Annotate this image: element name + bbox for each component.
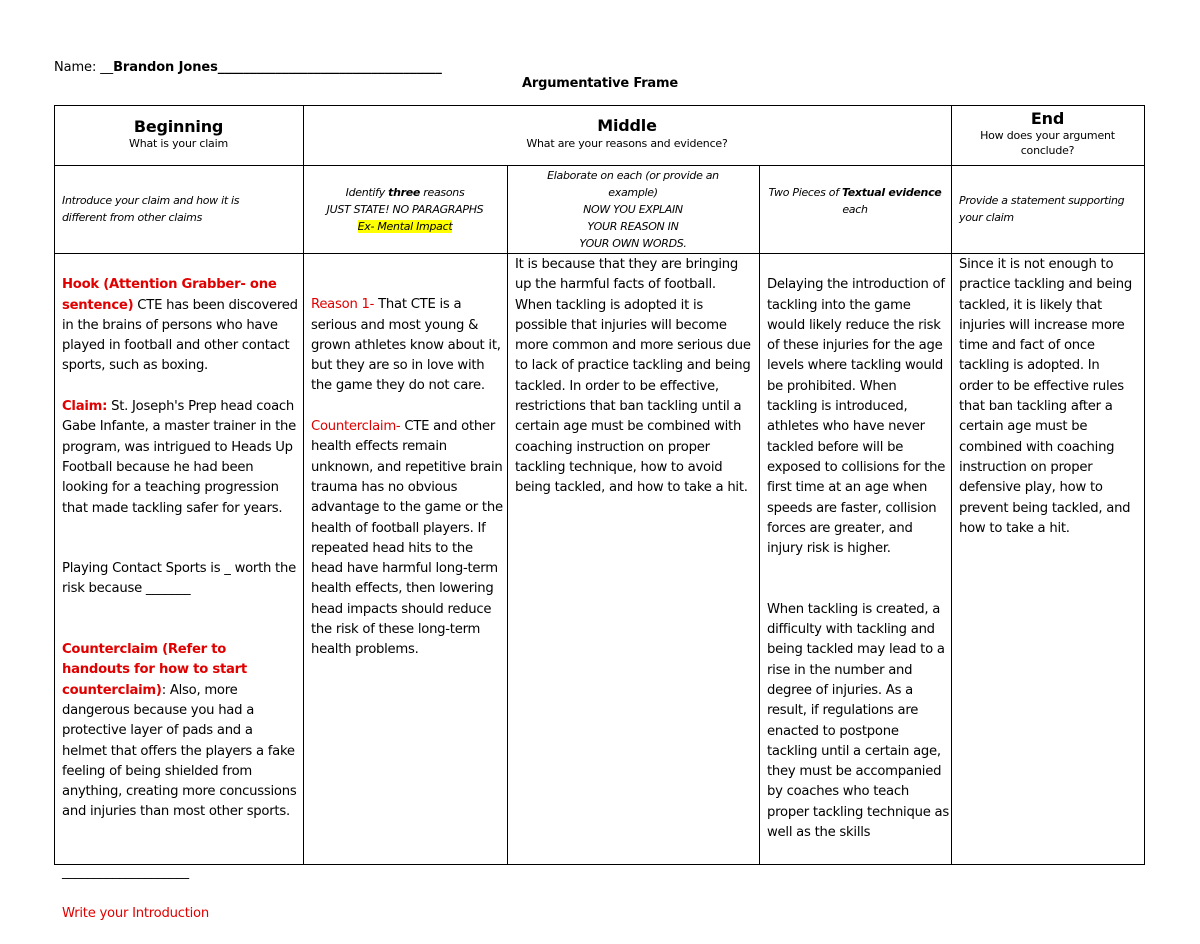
evidence-2: When tackling is created, a difficulty with tackling and being tackled may lead to a rise in the number and degree of injuries. As a result, if regulations are enacted to postpone tackling until a certain age, they must be accompanied by coaches who teach proper tackling technique as well as the skills	[767, 601, 949, 841]
counterclaim-text: Also, more dangerous because you had a protective layer of pads and a helmet that offers the players a fake feeling of being shielded from anything, creating more concussions and injuries than most other sports.	[62, 682, 297, 820]
hook-text: CTE has been discovered in the brains of persons who have played in football and other contact sports, such as boxing.	[62, 297, 298, 374]
middle-header	[303, 116, 951, 151]
claim-label: Claim:	[62, 399, 108, 415]
end-content: Since it is not enough to practice tackling and being tackled, it is likely that injuries will increase more time and fact of once tackling is adopted. In order to be effective rules that ban tackling after a certain age must be combined with coaching instruction on proper defensive play, how to prevent being tackled, and how to take a hit.	[959, 257, 1133, 536]
end-subtitle: How does your argument conclude?	[980, 129, 1115, 157]
name-label: Name: __	[54, 60, 114, 75]
beginning-header	[54, 117, 303, 151]
reason1-label: Reason 1-	[311, 297, 375, 313]
evidence-1: Delaying the introduction of tackling into the game would likely reduce the risk of these injuries for the age levels where tackling would be prohibited. When tackling is introduced, athletes who have never tackled before will be exposed to collisions for the first time at an age when speeds are faster, collision forces are greater, and injury risk is higher.	[767, 277, 946, 557]
claim-text: St. Joseph's Prep head coach Gabe Infante, a master trainer in the program, was intrigued to Heads Up Football because he had been looking for a teaching progression that made tackling safer for years.	[62, 399, 296, 516]
playing-sentence: Playing Contact Sports is _ worth the risk because _______	[62, 561, 296, 597]
hook-label: Hook (Attention Grabber- one sentence)	[62, 277, 277, 313]
elaborate-prompt: Elaborate on each (or provide an example) NOW YOU EXPLAIN YOUR REASON IN YOUR OWN WORDS.	[547, 169, 719, 250]
beginning-content: Hook (Attention Grabber- one sentence) CTE has been discovered in the brains of persons who have played in football and other contact sports, such as boxing. Claim: St. Joseph's Prep head coach Gabe Infante, a master trainer in the program, was intrigued to Heads Up Football because he had been looking for a teaching progression that made tackling safer for years. Playing Contact Sports is _ worth the risk because _______ Counterclaim (Refer to handouts for how to start counterclaim): Also, more dangerous because you had a protective layer of pads and a helmet that offers the players a fake feeling of being shielded from anything, creating more concussions and injuries than most other sports. ____________________ Write your Introduction	[62, 255, 298, 944]
reasons-counterclaim-text: CTE and other health effects remain unknown, and repetitive brain trauma has no obvious advantage to the game or the health of football players. If repeated head hits to the head have harmful long-term health effects, then lowering head impacts should reduce the risk of these long-term health problems.	[311, 419, 503, 658]
example-highlight: Ex- Mental Impact	[357, 220, 453, 233]
counterclaim-label: Counterclaim (Refer to handouts for how to start counterclaim)	[62, 642, 247, 698]
beginning-title: Beginning	[133, 117, 224, 136]
reasons-counterclaim-label: Counterclaim-	[311, 419, 401, 435]
reason1-text: That CTE is a serious and most young & grown athletes know about it, but they are so in love with the game they do not care.	[311, 297, 501, 394]
middle-title: Middle	[597, 116, 657, 135]
middle-subtitle: What are your reasons and evidence?	[526, 137, 728, 150]
page-title: Argumentative Frame	[522, 76, 678, 91]
write-introduction: Write your Introduction	[62, 905, 209, 921]
elaborate-content: It is because that they are bringing up the harmful facts of football. When tackling is adopted it is possible that injuries will become more common and more serious due to lack of practice tackling and being tackled. In order to be effective, restrictions that ban tackling until a certain age must be combined with coaching instruction on proper tackling technique, how to avoid being tackled, and how to take a hit.	[515, 257, 751, 496]
reasons-prompt: Identify three reasons JUST STATE! NO PARAGRAPHS Ex- Mental Impact	[326, 186, 484, 233]
intro-blank: ____________________	[62, 865, 189, 881]
reasons-content	[311, 275, 503, 681]
beginning-prompt: Introduce your claim and how it is different from other claims	[62, 194, 240, 224]
evidence-prompt: Two Pieces of Textual evidence each	[768, 186, 942, 216]
student-name: Brandon Jones___________________________________	[113, 60, 442, 75]
end-header	[951, 109, 1144, 158]
end-prompt: Provide a statement supporting your claim	[959, 194, 1125, 224]
beginning-subtitle: What is your claim	[129, 137, 228, 150]
end-title: End	[1030, 109, 1065, 128]
name-line	[54, 60, 442, 75]
evidence-content	[767, 255, 949, 864]
